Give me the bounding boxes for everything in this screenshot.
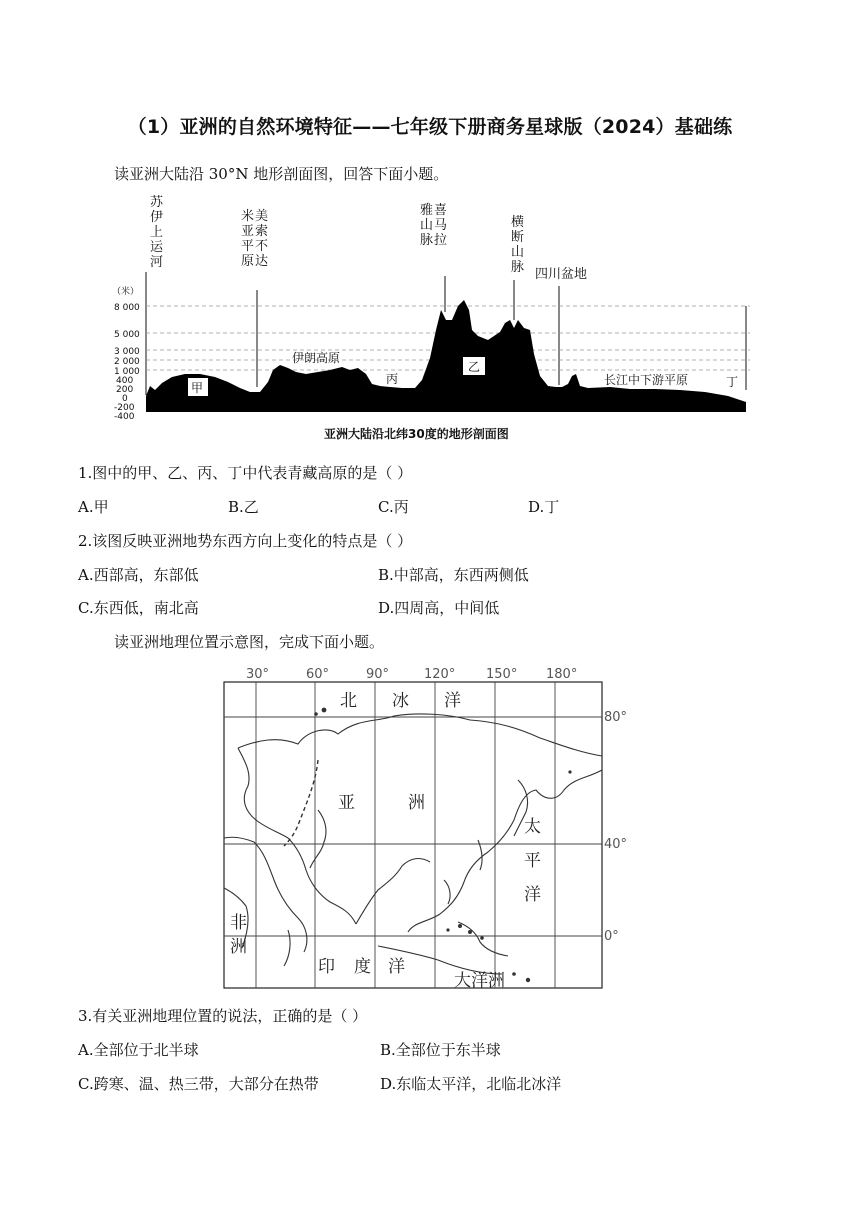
q1-option-c[interactable]: C.丙 [378,498,409,516]
q1-option-a[interactable]: A.甲 [78,498,109,516]
question-1-stem: 1.图中的甲、乙、丙、丁中代表青藏高原的是（ ） [78,464,413,482]
intro-text-1: 读亚洲大陆沿 30°N 地形剖面图，回答下面小题。 [114,165,449,183]
q3-option-c[interactable]: C.跨寒、温、热三带，大部分在热带 [78,1075,319,1093]
map-label-yindu-2: 度 [354,957,371,977]
map-label-beibing-2: 冰 [392,691,409,711]
label-changjiang: 长江中下游平原 [604,373,689,387]
lat-label: 0° [604,929,619,944]
label-bing: 丙 [386,372,399,386]
label-hengduan [511,214,524,275]
y-tick: 3 000 [114,347,140,357]
q2-option-c[interactable]: C.东西低，南北高 [78,599,199,617]
label-suez [150,194,164,270]
lon-label: 30° [246,667,270,682]
q2-option-b[interactable]: B.中部高，东西两侧低 [378,566,529,584]
intro-text-2: 读亚洲地理位置示意图，完成下面小题。 [114,633,385,651]
map-label-beibing-1: 北 [340,691,357,711]
lon-label: 180° [546,667,578,682]
lon-label: 90° [366,667,390,682]
axis-unit: （米） [112,287,140,297]
map-label-yindu-3: 洋 [388,957,405,977]
y-tick: 400 [116,376,134,386]
y-tick: -400 [114,412,135,422]
map-label-beibing-3: 洋 [444,691,461,711]
y-tick: 1 000 [114,367,140,377]
y-tick: 8 000 [114,303,140,313]
map-label-taiping-3: 洋 [524,885,541,905]
label-ding: 丁 [726,375,739,389]
label-yi: 乙 [468,360,481,374]
map-label-feizhou-1: 非 [230,913,247,933]
asia-location-map [218,660,638,990]
label-himalaya [420,202,447,248]
map-label-taiping-2: 平 [524,851,541,871]
map-frame [224,682,602,988]
map-label-yazhou-2: 洲 [408,793,425,813]
y-tick: 2 000 [114,357,140,367]
y-tick: 5 000 [114,330,140,340]
map-label-taiping-1: 太 [524,817,541,837]
label-jia: 甲 [191,381,204,395]
q3-option-b[interactable]: B.全部位于东半球 [380,1041,501,1059]
map-label-yazhou-1: 亚 [338,793,355,813]
q2-option-d[interactable]: D.四周高，中间低 [378,599,500,617]
lat-label: 40° [604,837,628,852]
terrain-silhouette [146,300,746,412]
q1-option-d[interactable]: D.丁 [528,498,560,516]
question-3-stem: 3.有关亚洲地理位置的说法，正确的是（ ） [78,1007,368,1025]
profile-caption: 亚洲大陆沿北纬30度的地形剖面图 [324,427,509,441]
label-mesopotamia [241,208,268,269]
lon-label: 120° [424,667,456,682]
lon-label: 150° [486,667,518,682]
y-tick: -200 [114,403,135,413]
svg-text:苏伊上运河: 苏伊上运河 [150,195,164,270]
page-title: （1）亚洲的自然环境特征——七年级下册商务星球版（2024）基础练 [127,116,733,138]
svg-text:横断山脉: 横断山脉 [511,215,525,275]
q1-option-b[interactable]: B.乙 [228,498,259,516]
y-tick: 0 [122,394,128,404]
svg-text:喜马拉雅山脉: 喜马拉雅山脉 [420,203,448,248]
q3-option-d[interactable]: D.东临太平洋，北临北冰洋 [380,1075,562,1093]
terrain-profile-figure [110,190,760,445]
label-iran: 伊朗高原 [292,351,341,365]
y-tick: 200 [116,385,134,395]
svg-text:美索不达米亚平原: 美索不达米亚平原 [241,209,269,269]
label-sichuan: 四川盆地 [535,267,588,282]
map-label-feizhou-2: 洲 [230,937,247,957]
q3-option-a[interactable]: A.全部位于北半球 [78,1041,199,1059]
lat-label: 80° [604,710,628,725]
question-2-stem: 2.该图反映亚洲地势东西方向上变化的特点是（ ） [78,532,413,550]
map-label-dayangzhou: 大洋洲 [454,971,505,990]
lon-label: 60° [306,667,330,682]
map-label-yindu-1: 印 [318,957,335,977]
q2-option-a[interactable]: A.西部高，东部低 [78,566,199,584]
